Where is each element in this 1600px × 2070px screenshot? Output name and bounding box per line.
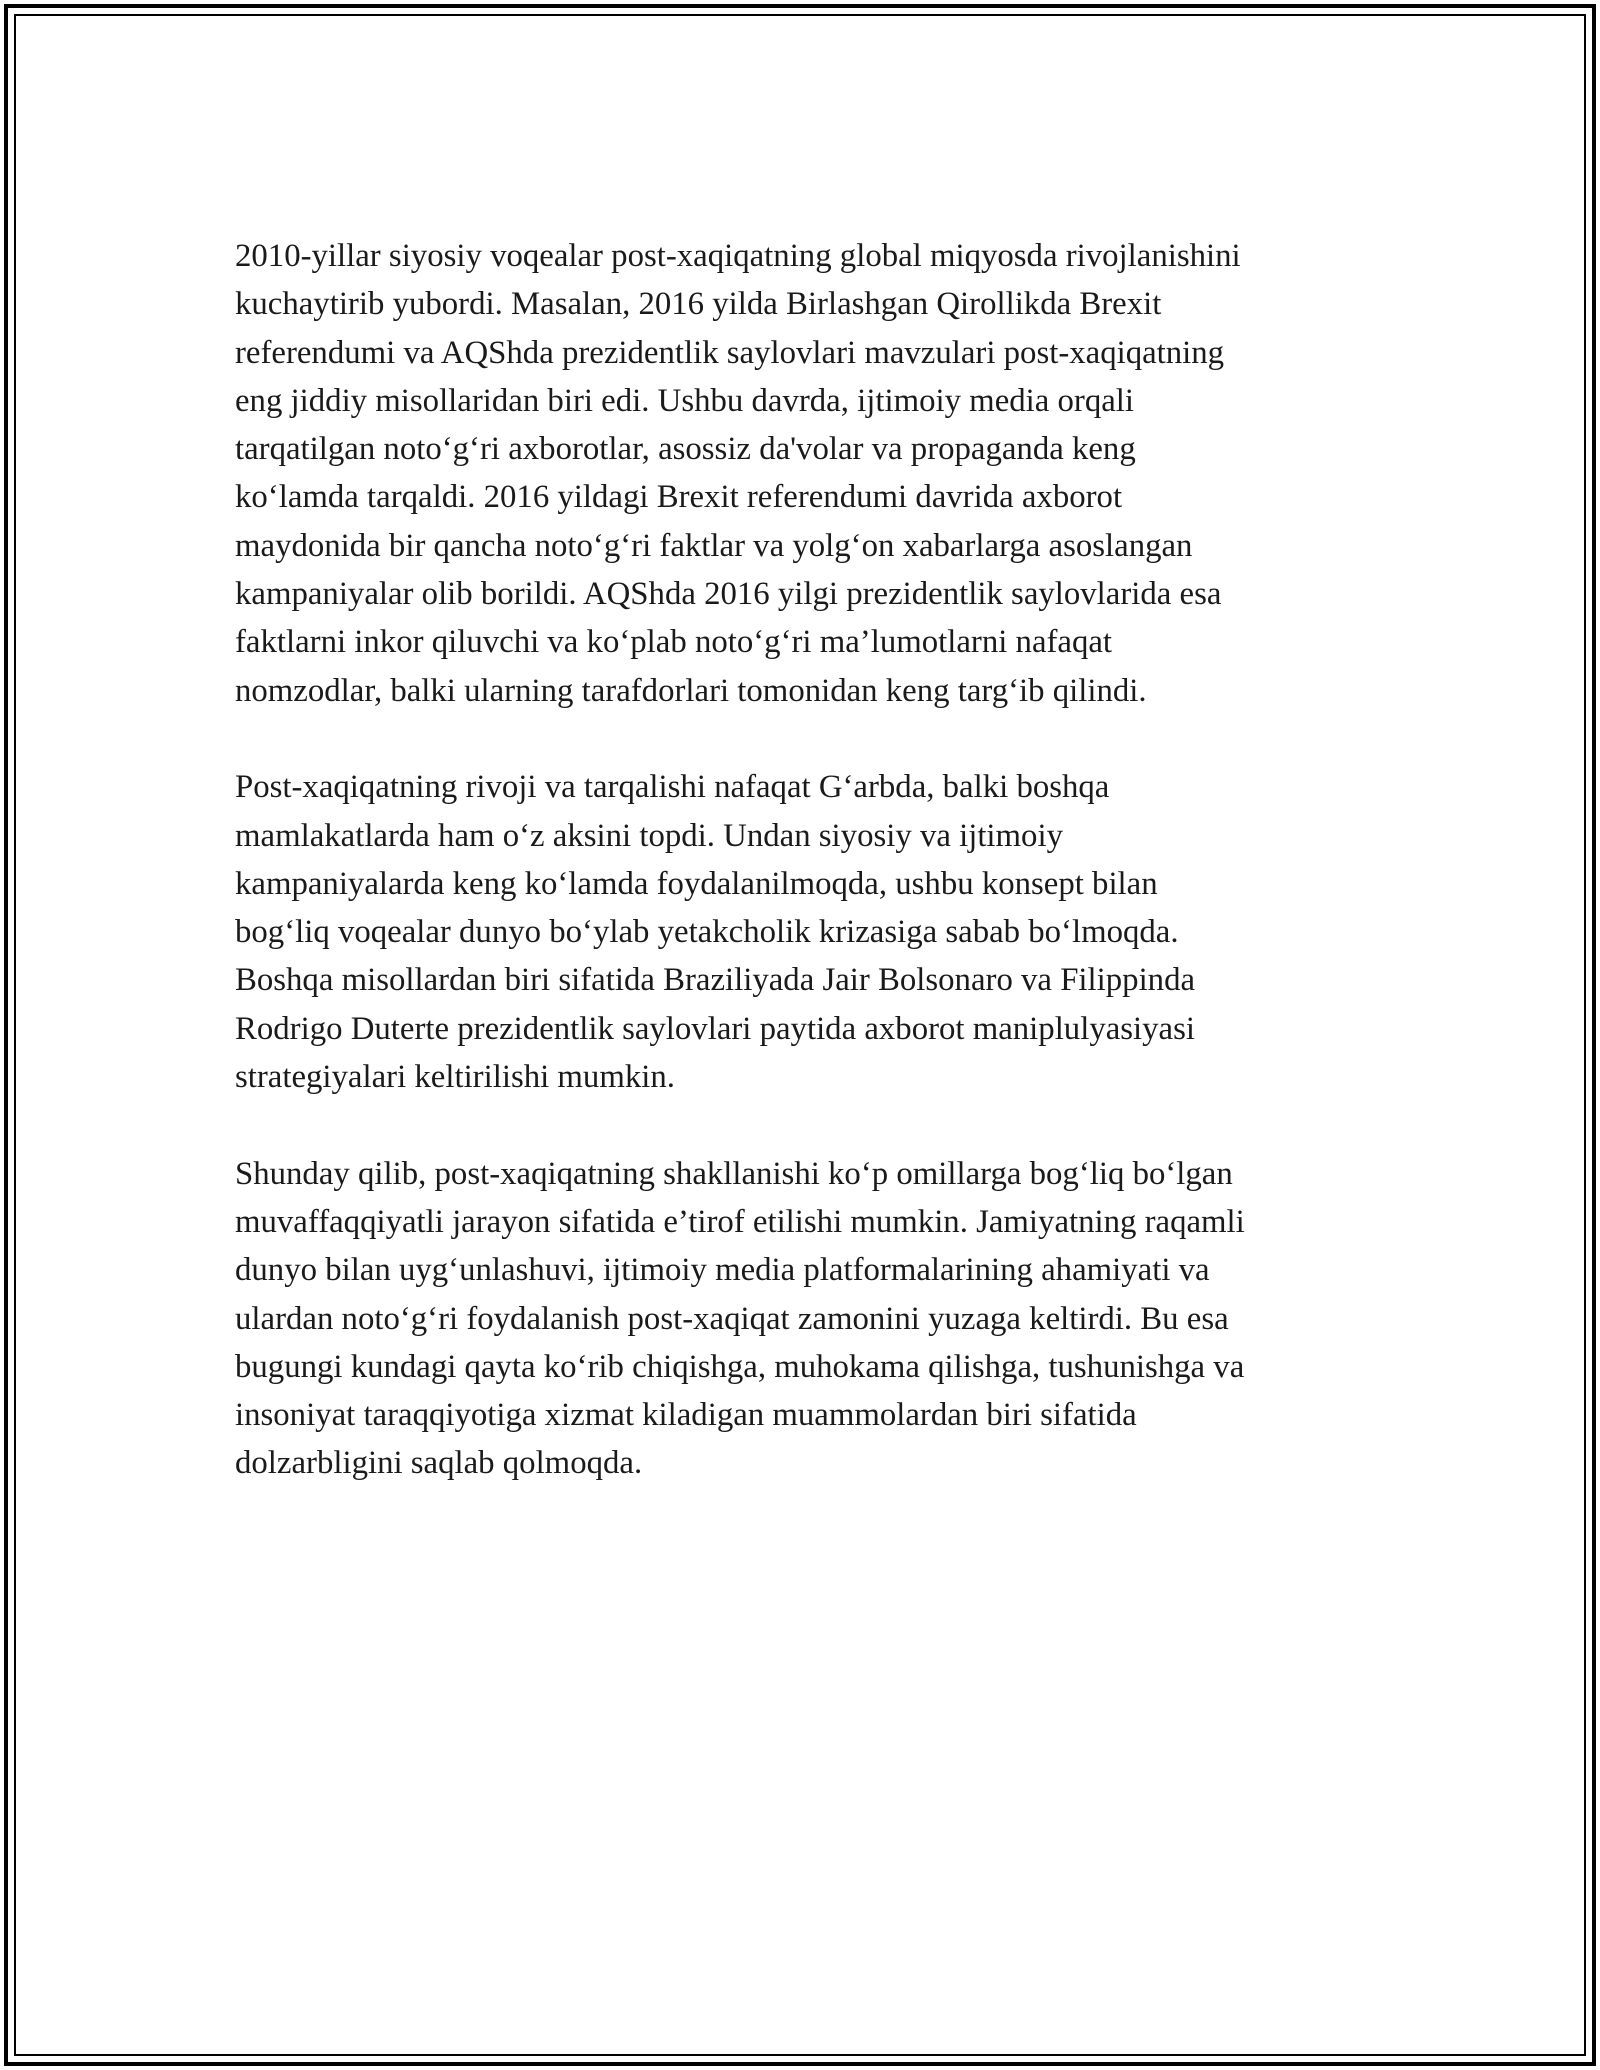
paragraph-1 bbox=[235, 232, 1385, 715]
text-line: muvaffaqqiyatli jarayon sifatida e’tirof etilishi mumkin. Jamiyatning raqamli bbox=[235, 1203, 1245, 1240]
text-line: ulardan noto‘g‘ri foydalanish post-xaqiqat zamonini yuzaga keltirdi. Bu esa bbox=[235, 1300, 1229, 1337]
text-line: kuchaytirib yubordi. Masalan, 2016 yilda Birlashgan Qirollikda Brexit bbox=[235, 286, 1162, 323]
text-line: faktlarni inkor qiluvchi va ko‘plab noto‘g‘ri ma’lumotlarni nafaqat bbox=[235, 624, 1113, 661]
text-line: tarqatilgan noto‘g‘ri axborotlar, asossiz da'volar va propaganda keng bbox=[235, 431, 1136, 468]
text-line: kampaniyalar olib borildi. AQShda 2016 yilgi prezidentlik saylovlarida esa bbox=[235, 576, 1222, 613]
text-line: maydonida bir qancha noto‘g‘ri faktlar va yolg‘on xabarlarga asoslangan bbox=[235, 527, 1193, 564]
text-line: Rodrigo Duterte prezidentlik saylovlari paytida axborot maniplulyasiyasi bbox=[235, 1010, 1195, 1047]
text-line: dolzarbligini saqlab qolmoqda. bbox=[235, 1445, 643, 1482]
text-line: Post-xaqiqatning rivoji va tarqalishi nafaqat G‘arbda, balki boshqa bbox=[235, 769, 1110, 806]
text-line: kampaniyalarda keng ko‘lamda foydalanilmoqda, ushbu konsept bilan bbox=[235, 865, 1158, 902]
text-line: nomzodlar, balki ularning tarafdorlari tomonidan keng targ‘ib qilindi. bbox=[235, 672, 1147, 709]
text-line: referendumi va AQShda prezidentlik saylovlari mavzulari post-xaqiqatning bbox=[235, 334, 1225, 371]
document-body bbox=[235, 232, 1385, 1536]
text-line: strategiyalari keltirilishi mumkin. bbox=[235, 1059, 675, 1096]
paragraph-2 bbox=[235, 763, 1385, 1101]
text-line: dunyo bilan uyg‘unlashuvi, ijtimoiy media platformalarining ahamiyati va bbox=[235, 1252, 1210, 1289]
text-line: bog‘liq voqealar dunyo bo‘ylab yetakcholik krizasiga sabab bo‘lmoqda. bbox=[235, 914, 1179, 951]
text-line: Boshqa misollardan biri sifatida Braziliyada Jair Bolsonaro va Filippinda bbox=[235, 962, 1196, 999]
text-line: ko‘lamda tarqaldi. 2016 yildagi Brexit referendumi davrida axborot bbox=[235, 479, 1123, 516]
text-line: Shunday qilib, post-xaqiqatning shakllanishi ko‘p omillarga bog‘liq bo‘lgan bbox=[235, 1155, 1233, 1192]
text-line: eng jiddiy misollaridan biri edi. Ushbu davrda, ijtimoiy media orqali bbox=[235, 382, 1135, 419]
text-line: insoniyat taraqqiyotiga xizmat kiladigan muammolardan biri sifatida bbox=[235, 1397, 1137, 1434]
text-line: 2010-yillar siyosiy voqealar post-xaqiqatning global miqyosda rivojlanishini bbox=[235, 238, 1241, 274]
paragraph-3 bbox=[235, 1150, 1385, 1488]
text-line: mamlakatlarda ham o‘z aksini topdi. Undan siyosiy va ijtimoiy bbox=[235, 817, 1063, 854]
text-line: bugungi kundagi qayta ko‘rib chiqishga, muhokama qilishga, tushunishga va bbox=[235, 1348, 1245, 1385]
